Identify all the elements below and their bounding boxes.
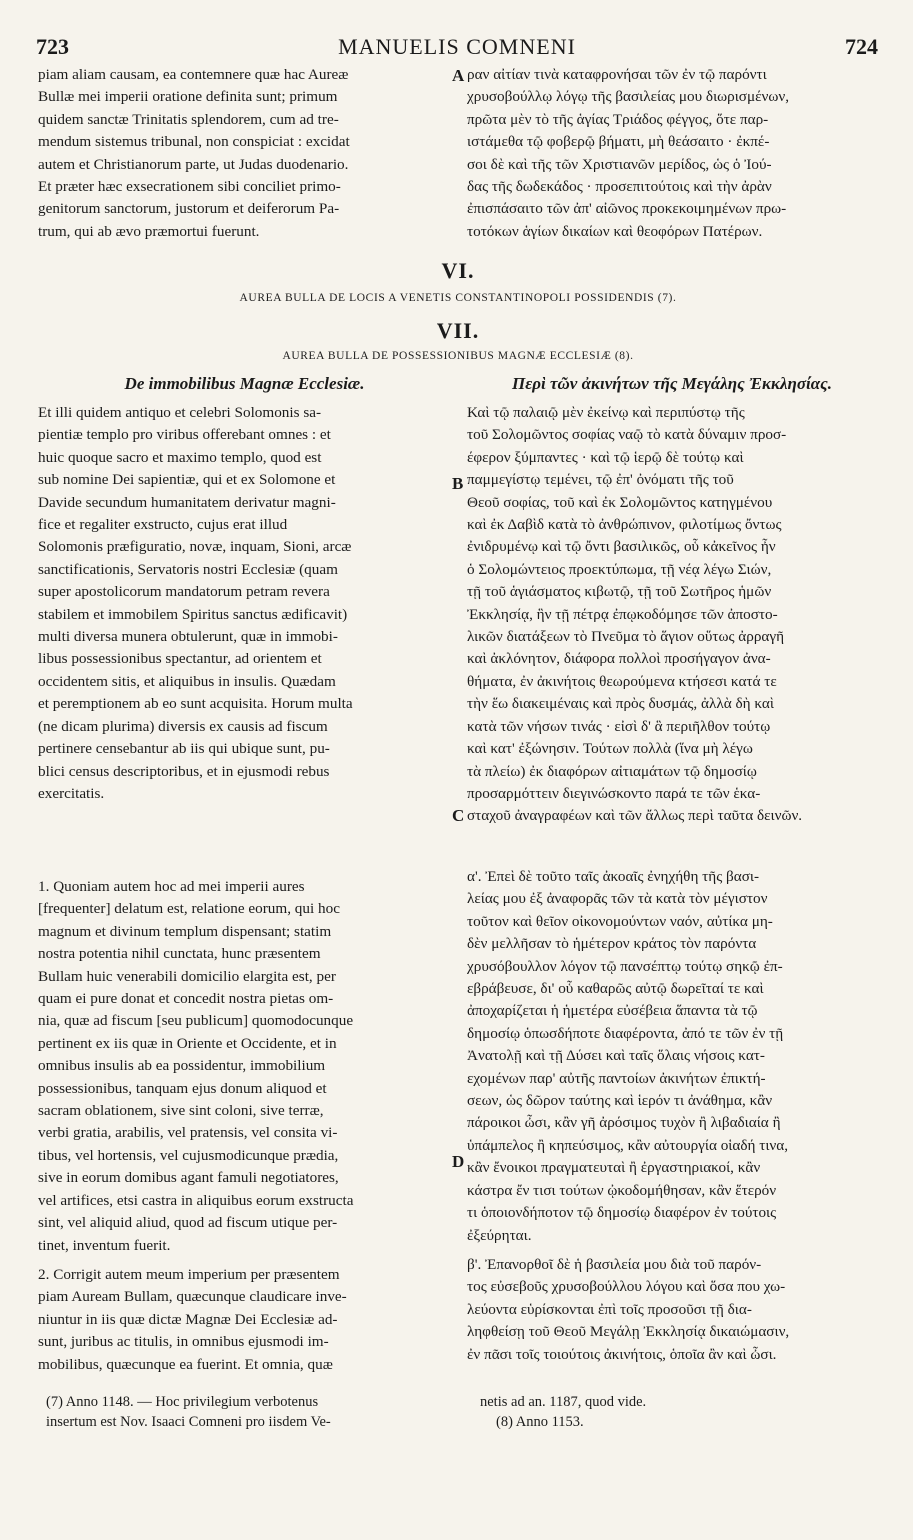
text-line: σοι δὲ καὶ τῆς τῶν Χριστιανῶν μερίδος, ὡς ὁ Ἰού- <box>467 155 772 173</box>
text-line: τοῦ Σολομῶντος σοφίας ναῷ τὸ κατὰ δύναμιν προσ- <box>467 426 787 444</box>
text-line: καὶ κατ' ἐξώνησιν. Τούτων πολλὰ (ἵνα μὴ λέγω <box>467 740 753 758</box>
text-line: sunt, juribus ac titulis, in omnibus ejusmodi im- <box>38 1333 329 1351</box>
text-line: τι ὁποιονδήποτον τῷ δημοσίῳ διαφέρον ἐν τούτοις <box>467 1204 777 1222</box>
greek-paragraph-2 <box>467 1254 877 1366</box>
text-line: λικῶν διατάξεων τὸ Πνεῦμα τὸ ἅγιον οὕτως ἀρραγῆ <box>467 628 785 646</box>
text-line: tibus, vel hortensis, vel cujusmodicunque prædia, <box>38 1146 339 1164</box>
page-number-right: 724 <box>845 34 878 59</box>
text-line: Davide secundum humanitatem derivatur magni- <box>38 493 336 511</box>
text-line: sint, vel aliquid aliud, quod ad fiscum utique per- <box>38 1214 338 1232</box>
text-line: κατὰ τῶν νήσων τινάς · εἰσὶ δ' ἃ περιῆλθον τούτῳ <box>467 717 771 735</box>
latin-intro-paragraph <box>38 402 451 805</box>
text-line: sacram oblationem, sive sint coloni, sive terræ, <box>38 1102 324 1120</box>
text-line: α'. Ἐπεὶ δὲ τοῦτο ταῖς ἀκοαῖς ἐνηχήθη τῆς βασι- <box>467 868 760 885</box>
greek-column-top <box>467 64 877 243</box>
text-line: sive in eorum domibus agant famuli negotiatores, <box>38 1169 339 1187</box>
text-line: Et illi quidem antiquo et celebri Solomonis sa- <box>38 404 322 421</box>
text-line: λείας μου ἐξ ἀναφορᾶς τῶν τὰ κατὰ τὸν μέγιστον <box>467 890 768 908</box>
text-line: piam Auream Bullam, quæcunque claudicare inve- <box>38 1288 347 1306</box>
section-numeral-vii: VII. <box>436 318 480 343</box>
text-line: Bullæ mei imperii oratione definita sunt; primum <box>38 88 338 106</box>
text-line: χρυσόβουλλον λόγον τῷ πανσέπτῳ τούτῳ σηκῷ ἐπ- <box>467 957 783 975</box>
text-line: χρυσοβούλλῳ λόγῳ τῆς βασιλείας μου διωρισμένων, <box>467 88 790 106</box>
text-line: καὶ ἐκ Δαβὶδ κατὰ τὸ ἀνθρώπινον, φιλοτίμως ὄντως <box>467 516 782 534</box>
text-line: omnibus insulis ab ea possidentur, immobilium <box>38 1057 326 1075</box>
text-line: παμμεγίστῳ τεμένει, τῷ ἐπ' ὀνόματι τῆς τοῦ <box>467 471 734 489</box>
text-line: magnum et divinum templum dispensant; statim <box>38 922 332 940</box>
margin-letter-c: C <box>452 806 465 825</box>
text-line: vel artifices, etsi castra in aliquibus eorum exstructa <box>38 1191 354 1209</box>
margin-letter-b: B <box>452 474 464 493</box>
text-line: ὑπάμπελος ἢ κηπεύσιμος, κἂν αὐτουργία οἱαδή τινα, <box>467 1136 789 1154</box>
greek-subheading: Περὶ τῶν ἀκινήτων τῆς Μεγάλης Ἐκκλησίας. <box>512 374 832 393</box>
text-line: quidem sanctæ Trinitatis splendorem, cum ad tre- <box>38 110 339 128</box>
text-line: κἂν ἔνοικοι πραγματευταὶ ἢ ἐργαστηριακοί, κἂν <box>467 1159 761 1177</box>
text-line: ἐν πᾶσι τοῖς τοιούτοις ἀκινήτοις, ὁποῖα ἂν καὶ ὦσι. <box>467 1345 777 1363</box>
text-line: ἐπισπάσαιτο τῶν ἀπ' αἰῶνος προκεκοιμημένων πρω- <box>467 200 787 218</box>
text-line: verbi gratia, arabilis, vel pratensis, vel consita vi- <box>38 1124 338 1142</box>
text-line: δας τῆς δωδεκάδος · προσεπιτούτοις καὶ τὴν ἀρὰν <box>467 178 772 196</box>
text-line: σεων, ὡς δῶρον ταύτης καὶ ἱερόν τι ἀνάθημα, κἂν <box>467 1092 773 1110</box>
text-line: έφερον ξύμπαντες · καὶ τῷ ἱερῷ δὲ τούτῳ καὶ <box>467 448 744 466</box>
text-line: Ἀνατολῇ καὶ τῇ Δύσει καὶ ταῖς ὅλαις νήσοις κατ- <box>467 1047 765 1065</box>
text-line: niuntur in iis quæ dictæ Magnæ Dei Ecclesiæ ad- <box>38 1310 338 1328</box>
text-line: προσαρμόττειν διεγινώσκοντο παρά τε τῶν ἑκα- <box>467 784 761 802</box>
text-line: Et præter hæc exsecrationem sibi conciliet primo- <box>38 178 341 196</box>
text-line: pertinere censebantur ab iis qui ubique sunt, pu- <box>38 740 330 758</box>
footnote-line: insertum est Nov. Isaaci Comneni pro iisdem Ve- <box>46 1414 331 1430</box>
text-line: ιστάμεθα τῷ φοβερῷ βήματι, μὴ θεάσαιτο · ἐκπέ- <box>467 133 770 151</box>
latin-subheading: De immobilibus Magnæ Ecclesiæ. <box>124 374 365 393</box>
text-line: 1. Quoniam autem hoc ad mei imperii aures <box>38 878 305 895</box>
footnote-line: (8) Anno 1153. <box>496 1414 584 1430</box>
text-line: 2. Corrigit autem meum imperium per præsentem <box>38 1266 340 1283</box>
text-line: pientiæ templo pro viribus offerebant omnes : et <box>38 426 331 444</box>
footnote-line: (7) Anno 1148. — Hoc privilegium verbotenus <box>46 1394 319 1410</box>
text-line: λεύοντα εὑρίσκονται ἐπὶ τοῖς προσοῦσι τῇ δια- <box>467 1300 752 1318</box>
text-line: piam aliam causam, ea contemnere quæ hac Aureæ <box>38 66 349 83</box>
running-head <box>36 34 878 60</box>
text-line: [frequenter] delatum est, relatione eorum, qui hoc <box>38 900 340 918</box>
text-line: tinet, inventum fuerit. <box>38 1236 171 1254</box>
text-line: blici census descriptoribus, et in ejusmodi rebus <box>38 762 330 780</box>
text-line: exercitatis. <box>38 784 105 802</box>
text-line: trum, qui ab ævo præmortui fuerunt. <box>38 222 260 240</box>
latin-paragraph-2 <box>38 1264 451 1376</box>
text-line: κάστρα ἔν τισι τούτων ᾠκοδομήθησαν, κἂν ἕτερόν <box>467 1181 777 1199</box>
text-line: εβράβευσε, δι' οὗ καθαρῶς αὐτῷ δωρεῖταί τε καὶ <box>467 980 764 998</box>
text-line: Solomonis præfiguratio, novæ, inquam, Sioni, arcæ <box>38 538 352 556</box>
text-line: ληφθείσῃ τοῦ Θεοῦ Μεγάλῃ Ἐκκλησίᾳ δικαιώμασιν, <box>467 1323 790 1341</box>
text-line: δημοσίῳ ὁπωσδήποτε διαφέροντα, ἀπό τε τῶν ἐν τῇ <box>467 1024 784 1042</box>
running-title: MANUELIS COMNENI <box>338 34 576 59</box>
text-line: τοτόκων ἁγίων δικαίων καὶ θεοφόρων Πατέρων. <box>467 222 763 240</box>
text-line: δὲν μελλῆσαν τὸ ἡμέτερον κράτος τὸν παρόντα <box>467 935 757 953</box>
text-line: Θεοῦ σοφίας, τοῦ καὶ ἐκ Σολομῶντος κατηγμένου <box>467 493 773 511</box>
text-line: nia, quæ ad fiscum [seu publicum] quomodocunque <box>38 1012 354 1030</box>
text-line: autem et Christianorum parte, ut Judas duodenario. <box>38 155 349 173</box>
text-line: stabilem et immobilem Spiritus sanctus ædificavit) <box>38 605 348 623</box>
text-line: quam ei pure donat et concedit nostra pietas om- <box>38 990 334 1008</box>
greek-intro-paragraph <box>467 402 877 828</box>
greek-paragraph-1 <box>467 866 877 1247</box>
text-line: super apostolicorum mandatorum petram revera <box>38 583 330 601</box>
text-line: Ἐκκλησίᾳ, ἣν τῇ πέτρᾳ ἐπῳκοδόμησε τῶν ἀποστο- <box>467 605 778 623</box>
text-line: πρῶτα μὲν τὸ τῆς ἁγίας Τριάδος φέγγος, ὅτε παρ- <box>467 110 769 128</box>
text-line: ἐξεύρηται. <box>467 1226 532 1244</box>
section-numeral-vi: VI. <box>441 258 475 283</box>
text-line: possessionibus, tanquam ejus donum aliquod et <box>38 1079 327 1097</box>
text-line: β'. Ἐπανορθοῖ δὲ ἡ βασιλεία μου διὰ τοῦ παρόν- <box>467 1256 762 1273</box>
text-line: libus possessionibus spectantur, ad orientem et <box>38 650 322 668</box>
text-line: σταχοῦ ἀναγραφέων καὶ τῶν ἄλλως περὶ ταῦτα δεινῶν. <box>467 807 803 825</box>
section-title-vi: AUREA BULLA DE LOCIS A VENETIS CONSTANTINOPOLI POSSIDENDIS (7). <box>239 292 677 304</box>
text-line: τὰ πλείω) ἐκ διαφόρων αἰτιαμάτων τῷ δημοσίῳ <box>467 762 757 780</box>
text-line: sub nomine Dei sapientiæ, qui et ex Solomone et <box>38 471 336 489</box>
text-line: Bullam huic venerabili domicilio elargita est, per <box>38 967 336 985</box>
text-line: pertinent ex iis quæ in Oriente et Occidente, et in <box>38 1034 337 1052</box>
latin-column-top <box>38 64 451 243</box>
text-line: multi diversa munera obtulerunt, quæ in immobi- <box>38 628 338 646</box>
margin-letter-a: A <box>452 66 465 85</box>
text-line: ἐνιδρυμένῳ καὶ τῷ ὄντι βασιλικῶς, οὗ κἀκεῖνος ἦν <box>467 538 776 556</box>
margin-letter-d: D <box>452 1152 465 1171</box>
text-line: ἀποχαρίζεται ἡ ἡμετέρα εὐσέβεια ἅπαντα τὰ τῷ <box>467 1002 758 1020</box>
text-line: ὁ Σολομώντειος προεκτύπωμα, τῇ νέᾳ λέγω Σιών, <box>467 560 772 578</box>
text-line: (ne dicam plurima) diversis ex causis ad fiscum <box>38 717 328 735</box>
page-number-left: 723 <box>36 34 69 59</box>
text-line: occidentem sitis, et aliquibus in insulis. Quædam <box>38 672 336 690</box>
footnotes-left <box>46 1392 451 1432</box>
footnotes-right <box>480 1392 877 1432</box>
text-line: πάροικοι ὦσι, κἂν γῆ ἀρόσιμος τυχὸν ἢ λιβαδιαία ἢ <box>467 1114 781 1132</box>
footnote-line: netis ad an. 1187, quod vide. <box>480 1394 647 1410</box>
text-line: mobilibus, quæcunque ea fuerint. Et omnia, quæ <box>38 1355 333 1373</box>
text-line: εχομένων παρ' αὐτῆς παντοίων ἀκινήτων ἐπικτή- <box>467 1069 766 1087</box>
text-line: nostra potentia nihil cunctata, hunc præsentem <box>38 945 321 963</box>
text-line: τὴν ἕω διακειμέναις καὶ πρὸς δυσμάς, ἀλλὰ δὴ καὶ <box>467 695 774 713</box>
text-line: Καὶ τῷ παλαιῷ μὲν ἐκείνῳ καὶ περιπύστῳ τῆς <box>467 404 745 421</box>
text-line: τος εὐσεβοῦς χρυσοβούλλου λόγου καὶ ὅσα που χω- <box>467 1278 786 1296</box>
text-line: et peremptionem ab eo sunt acquisita. Horum multa <box>38 695 353 713</box>
text-line: θήματα, ἐν ἀκινήτοις θεωρούμενα κτήσεσι κατά τε <box>467 672 777 690</box>
text-line: ραν αἰτίαν τινὰ καταφρονήσαι τῶν ἐν τῷ παρόντι <box>467 66 767 83</box>
text-line: τῇ τοῦ ἁγιάσματος κιβωτῷ, τῇ τοῦ Σωτῆρος ἡμῶν <box>467 583 772 601</box>
text-line: huic quoque sacro et maximo templo, quod est <box>38 448 322 466</box>
latin-paragraph-1 <box>38 876 451 1257</box>
text-line: καὶ ἀκλόνητον, διάφορα πολλοὶ προσήγαγον ἀνα- <box>467 650 771 668</box>
text-line: τοῦτον καὶ θεῖον οἰκονομούντων ναόν, αὐτίκα μη- <box>467 912 773 930</box>
section-title-vii: AUREA BULLA DE POSSESSIONIBUS MAGNÆ ECCLESIÆ (8). <box>282 350 634 362</box>
text-line: sanctificationis, Servatoris nostri Ecclesiæ (quam <box>38 560 338 578</box>
text-line: mendum sistemus tribunal, non conspiciat : excidat <box>38 133 350 151</box>
text-line: fice et regaliter exstructo, cujus erat illud <box>38 516 288 534</box>
text-line: genitorum sanctorum, justorum et deiferorum Pa- <box>38 200 340 218</box>
